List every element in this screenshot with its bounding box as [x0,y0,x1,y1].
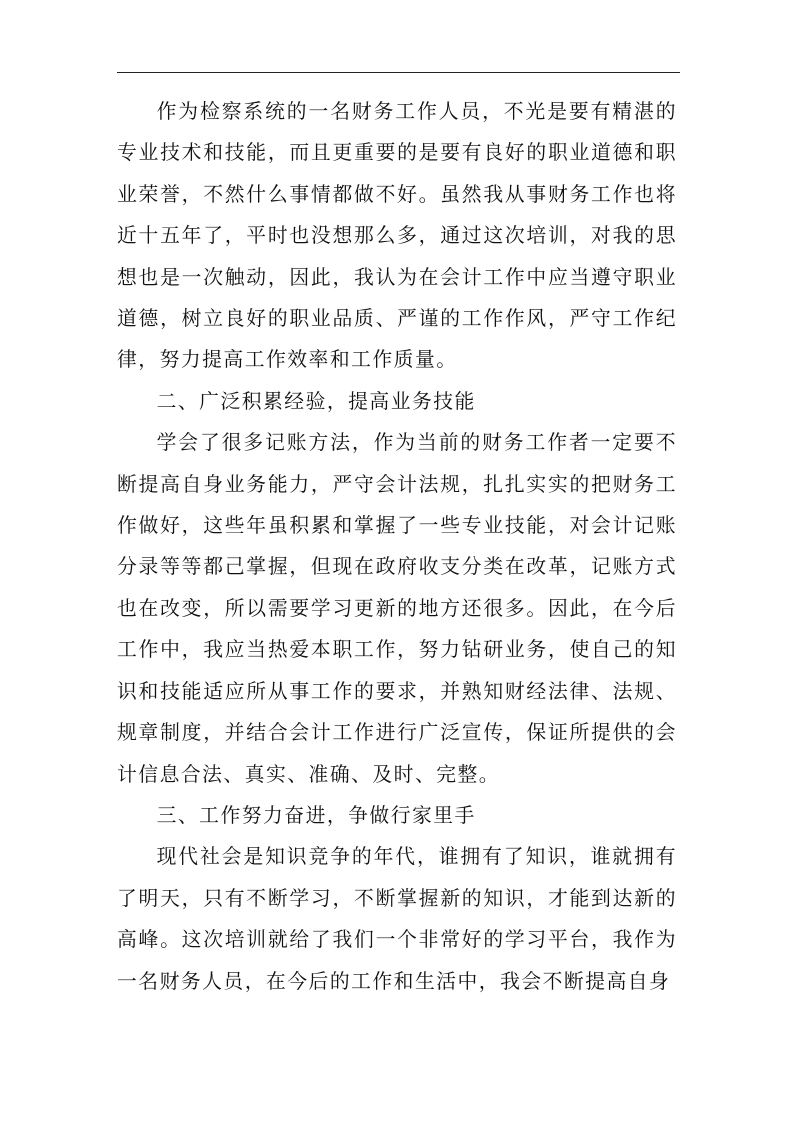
section-heading-work-effort: 三、工作努力奋进，争做行家里手 [156,803,476,827]
paragraph-professional-ethics: 作为检察系统的一名财务工作人员，不光是要有精湛的专业技术和技能，而且更重要的是要有良好的职业道德和职业荣誉，不然什么事情都做不好。虽然我从事财务工作也将近十五年了，平时也没想那么多，通过这次培训，对我的思想也是一次触动，因此，我认为在会计工作中应当遵守职业道德，树立良好的职业品质、严谨的工作作风，严守工作纪律，努力提高工作效率和工作质量。 [117,100,677,372]
paragraph-knowledge-competition: 现代社会是知识竞争的年代，谁拥有了知识，谁就拥有了明天，只有不断学习，不断掌握新的知识，才能到达新的高峰。这次培训就给了我们一个非常好的学习平台，我作为一名财务人员，在今后的工作和生活中，我会不断提高自身 [117,845,677,993]
section-heading-experience: 二、广泛积累经验，提高业务技能 [156,389,476,413]
paragraph-business-skills: 学会了很多记账方法，作为当前的财务工作者一定要不断提高自身业务能力，严守会计法规，扎扎实实的把财务工作做好，这些年虽积累和掌握了一些专业技能，对会计记账分录等等都己掌握，但现在政府收支分类在改革，记账方式也在改变，所以需要学习更新的地方还很多。因此，在今后工作中，我应当热爱本职工作，努力钻研业务，使自己的知识和技能适应所从事工作的要求，并熟知财经法律、法规、规章制度，并结合会计工作进行广泛宣传，保证所提供的会计信息合法、真实、准确、及时、完整。 [117,431,677,786]
header-rule [117,72,680,73]
document-body [117,91,677,1002]
